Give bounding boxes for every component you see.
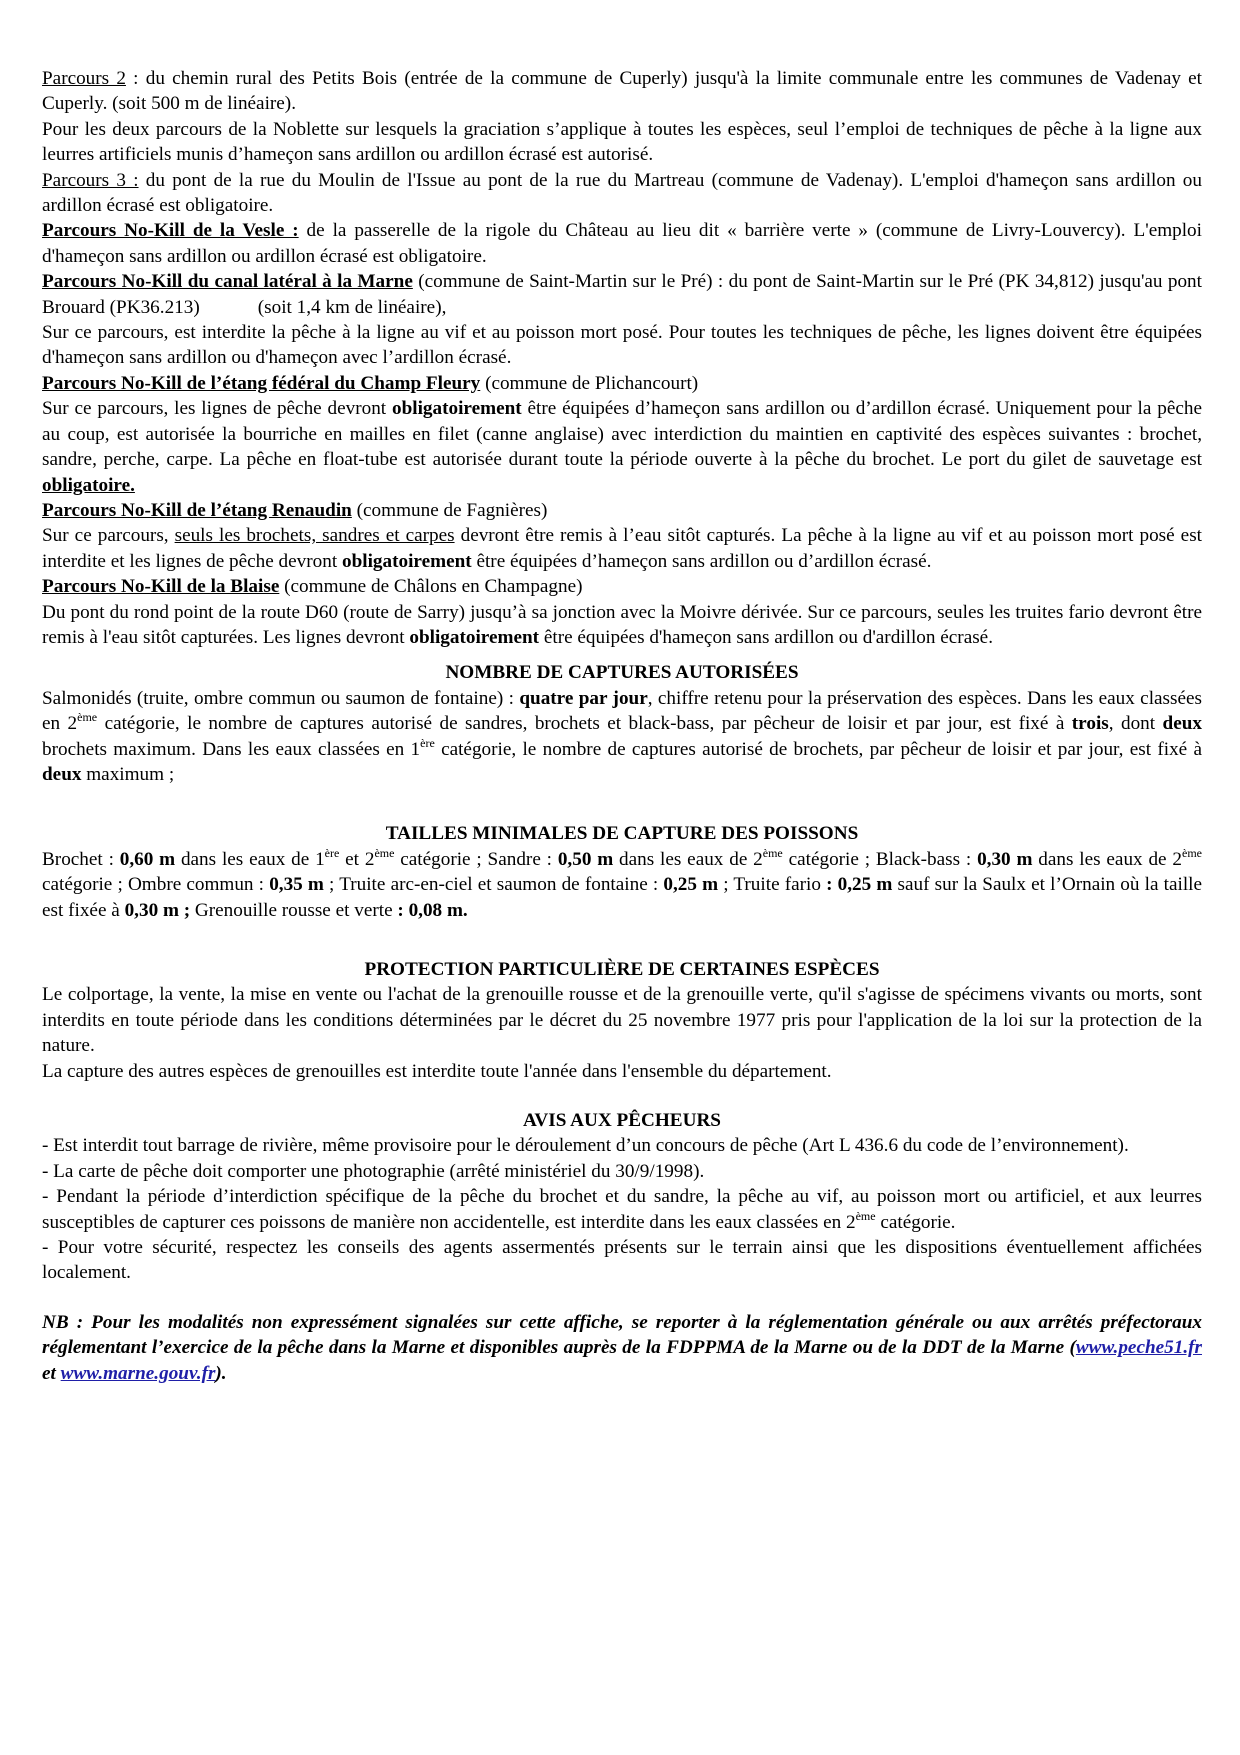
parcours-2-text: : du chemin rural des Petits Bois (entrée de la commune de Cuperly) jusqu'à la limite communale entre les communes de Vadenay et Cuperly. (soit 500 m de linéaire). — [42, 68, 1202, 115]
champ-fleury-commune: (commune de Plichancourt) — [480, 372, 699, 394]
text-run: NB : Pour les modalités non expressément signalées sur cette affiche, se reporter à la réglementation générale ou aux arrêtés préfectoraux réglementant l’exercice de la pêche dans la Marne et disponibles auprès de la FDPPMA de la Marne ou de la DDT de la Marne ( — [42, 1311, 1202, 1359]
text-run: dans les eaux de 2 — [1032, 848, 1182, 870]
text-run: - Pendant la période d’interdiction spécifique de la pêche du brochet et du sandre, la pêche au vif, au poisson mort ou artificiel, et aux leurres susceptibles de capturer ces poissons de manière non accidentelle, est interdite dans les eaux classées en 2 — [42, 1186, 1202, 1233]
champ-fleury-title-line — [42, 371, 1202, 396]
parcours-3-text: du pont de la rue du Moulin de l'Issue au pont de la rue du Martreau (commune de Vadenay). L'emploi d'hameçon sans ardillon ou ardillon écrasé est obligatoire. — [42, 169, 1202, 217]
marne-gouv-link[interactable]: www.marne.gouv.fr — [60, 1362, 216, 1384]
spacer — [42, 787, 1202, 821]
bold-run: 0,50 m — [557, 848, 614, 870]
blaise-title: Parcours No-Kill de la Blaise — [42, 576, 280, 598]
blaise-commune: (commune de Châlons en Champagne) — [279, 576, 583, 598]
text-run: ). — [215, 1362, 227, 1384]
text-run: dans les eaux de 2 — [613, 848, 763, 870]
avis-heading: AVIS AUX PÊCHEURS — [523, 1110, 721, 1132]
text-run: catégorie, le nombre de captures autorisé de brochets, par pêcheur de loisir et par jour, est fixé à — [434, 738, 1202, 760]
underline-run: seuls les brochets, sandres et carpes — [174, 525, 455, 547]
bold-run: obligatoirement — [341, 550, 472, 572]
parcours-2-paragraph — [42, 66, 1202, 117]
parcours-3-paragraph — [42, 168, 1202, 219]
spacer — [42, 1084, 1202, 1108]
bold-run: : 0,25 m — [826, 874, 893, 896]
document-page — [42, 66, 1202, 1386]
text-run: catégorie ; Ombre commun : — [42, 874, 270, 896]
superscript: ème — [1182, 845, 1202, 860]
text-run: maximum ; — [81, 763, 175, 785]
peche51-link[interactable]: www.peche51.fr — [1075, 1337, 1202, 1359]
text-run: ; Truite fario — [718, 874, 827, 896]
renaudin-title: Parcours No-Kill de l’étang Renaudin — [42, 499, 352, 521]
canal-title: Parcours No-Kill du canal latéral à la Marne — [42, 271, 413, 293]
text-run: Grenouille rousse et verte — [190, 899, 398, 921]
canal-text-2: (soit 1,4 km de linéaire), — [257, 296, 447, 318]
avis-item-2: - La carte de pêche doit comporter une photographie (arrêté ministériel du 30/9/1998). — [42, 1160, 705, 1182]
text-run: catégorie ; Black-bass : — [782, 848, 978, 870]
text-run: être équipées d'hameçon sans ardillon ou d'ardillon écrasé. — [539, 626, 993, 648]
superscript: ème — [855, 1208, 876, 1223]
superscript: ère — [324, 845, 340, 860]
bold-run: obligatoirement — [409, 626, 540, 648]
text-run: et — [42, 1362, 61, 1384]
tailles-paragraph — [42, 847, 1202, 923]
bold-run: 0,35 m — [269, 874, 324, 896]
text-run: Brochet : — [42, 848, 120, 870]
protection-paragraph-1: Le colportage, la vente, la mise en vente ou l'achat de la grenouille rousse et de la grenouille verte, qu'il s'agisse de spécimens vivants ou morts, sont interdits en toute période dans les conditions déterminées par le décret du 25 novembre 1977 pris pour l'application de la loi sur la protection de la nature. — [42, 984, 1202, 1057]
text-run: être équipées d’hameçon sans ardillon ou d’ardillon écrasé. Uniquement pour la pêche au coup, est autorisée la bourriche en mailles en filet (canne anglaise) avec interdiction du maintien en captivité des espèces suivantes : brochet, sandre, perche, carpe. La pêche en float-tube est autorisée durant toute la période ouverte à la pêche du brochet. Le port du gilet de sauvetage est — [42, 398, 1202, 471]
protection-heading: PROTECTION PARTICULIÈRE DE CERTAINES ESPÈCES — [364, 959, 880, 980]
noblette-paragraph: Pour les deux parcours de la Noblette sur lesquels la graciation s’applique à toutes les espèces, seul l’emploi de techniques de pêche à la ligne aux leurres artificiels munis d’hameçon sans ardillon ou ardillon écrasé est autorisé. — [42, 118, 1202, 166]
canal-text-1: (commune de Saint-Martin sur le Pré) : du pont de Saint-Martin sur le Pré (PK 34,812) jusqu'au pont Brouard (PK36.213) — [42, 271, 1202, 318]
blaise-title-line — [42, 574, 1202, 599]
bold-run: 0,30 m ; — [124, 899, 191, 921]
renaudin-title-line — [42, 498, 1202, 523]
bold-run: 0,60 m — [119, 848, 176, 870]
text-run: , dont — [1108, 713, 1163, 735]
text-run: devront être remis à l’eau sitôt capturés. La pêche à la ligne au vif et au poisson mort posé est interdite et les lignes de pêche devront — [42, 525, 1202, 572]
spacer — [42, 1286, 1202, 1310]
text-run: ; Truite arc-en-ciel et saumon de fontaine : — [323, 874, 664, 896]
vesle-text: de la passerelle de la rigole du Château au lieu dit « barrière verte » (commune de Livry-Louvercy). L'emploi d'hameçon sans ardillon ou ardillon écrasé est obligatoire. — [42, 220, 1202, 267]
blaise-paragraph — [42, 600, 1202, 651]
spacer — [42, 923, 1202, 957]
canal-paragraph — [42, 269, 1202, 320]
text-run: , chiffre retenu pour la préservation des espèces. Dans les eaux classées en 2 — [42, 687, 1202, 735]
avis-item-3 — [42, 1184, 1202, 1235]
superscript: ème — [374, 845, 395, 860]
protection-paragraph-2: La capture des autres espèces de grenouilles est interdite toute l'année dans l'ensemble du département. — [42, 1060, 832, 1082]
text-run: Salmonidés (truite, ombre commun ou saumon de fontaine) : — [42, 687, 520, 709]
bold-run: : 0,08 m. — [397, 899, 468, 921]
spacer — [42, 650, 1202, 660]
tailles-heading: TAILLES MINIMALES DE CAPTURE DES POISSONS — [385, 823, 859, 845]
bold-run: 0,25 m — [663, 874, 719, 896]
nb-note — [42, 1310, 1202, 1386]
bold-run: deux — [1162, 713, 1202, 735]
bold-underline-run: obligatoire. — [42, 474, 135, 496]
vesle-paragraph — [42, 218, 1202, 269]
avis-item-4: - Pour votre sécurité, respectez les conseils des agents assermentés présents sur le terrain ainsi que les dispositions éventuellement affichées localement. — [42, 1237, 1202, 1284]
champ-fleury-title: Parcours No-Kill de l’étang fédéral du Champ Fleury — [42, 372, 481, 394]
superscript: ème — [762, 845, 783, 860]
champ-fleury-paragraph — [42, 396, 1202, 498]
text-run: brochets maximum. Dans les eaux classées en 1 — [42, 738, 421, 760]
canal-rules-paragraph: Sur ce parcours, est interdite la pêche à la ligne au vif et au poisson mort posé. Pour toutes les techniques de pêche, les lignes doivent être équipées d'hameçon sans ardillon ou d'hameçon avec l’ardillon écrasé. — [42, 322, 1202, 369]
superscript: ème — [77, 710, 98, 725]
parcours-3-title: Parcours 3 : — [42, 169, 139, 191]
bold-run: 0,30 m — [977, 848, 1033, 870]
text-run: et 2 — [339, 848, 375, 870]
text-run: dans les eaux de 1 — [175, 848, 325, 870]
bold-run: trois — [1071, 713, 1109, 735]
parcours-2-title: Parcours 2 — [42, 68, 126, 89]
captures-heading: NOMBRE DE CAPTURES AUTORISÉES — [445, 662, 799, 684]
superscript: ère — [420, 735, 435, 750]
text-run: catégorie. — [875, 1211, 956, 1233]
bold-run: deux — [42, 763, 82, 785]
text-run: sauf sur la Saulx et l’Ornain où la taille est fixée à — [42, 874, 1203, 921]
renaudin-commune: (commune de Fagnières) — [351, 499, 548, 521]
text-run: catégorie, le nombre de captures autorisé de sandres, brochets et black-bass, par pêcheur de loisir et par jour, est fixé à — [97, 713, 1072, 735]
bold-run: obligatoirement — [392, 398, 522, 420]
text-run: Du pont du rond point de la route D60 (route de Sarry) jusqu’à sa jonction avec la Moivre dérivée. Sur ce parcours, seules les truites fario devront être remis à l'eau sitôt capturées. Les lignes devront — [42, 601, 1202, 648]
avis-item-1: - Est interdit tout barrage de rivière, même provisoire pour le déroulement d’un concours de pêche (Art L 436.6 du code de l’environnement). — [42, 1135, 1129, 1157]
text-run: être équipées d’hameçon sans ardillon ou d’ardillon écrasé. — [471, 550, 932, 572]
vesle-title: Parcours No-Kill de la Vesle : — [42, 220, 299, 242]
text-run: catégorie ; Sandre : — [394, 848, 558, 870]
text-run: Sur ce parcours, les lignes de pêche devront — [42, 398, 392, 420]
bold-run: quatre par jour — [519, 687, 648, 709]
text-run: Sur ce parcours, — [42, 525, 175, 547]
captures-paragraph — [42, 686, 1202, 788]
renaudin-paragraph — [42, 523, 1202, 574]
